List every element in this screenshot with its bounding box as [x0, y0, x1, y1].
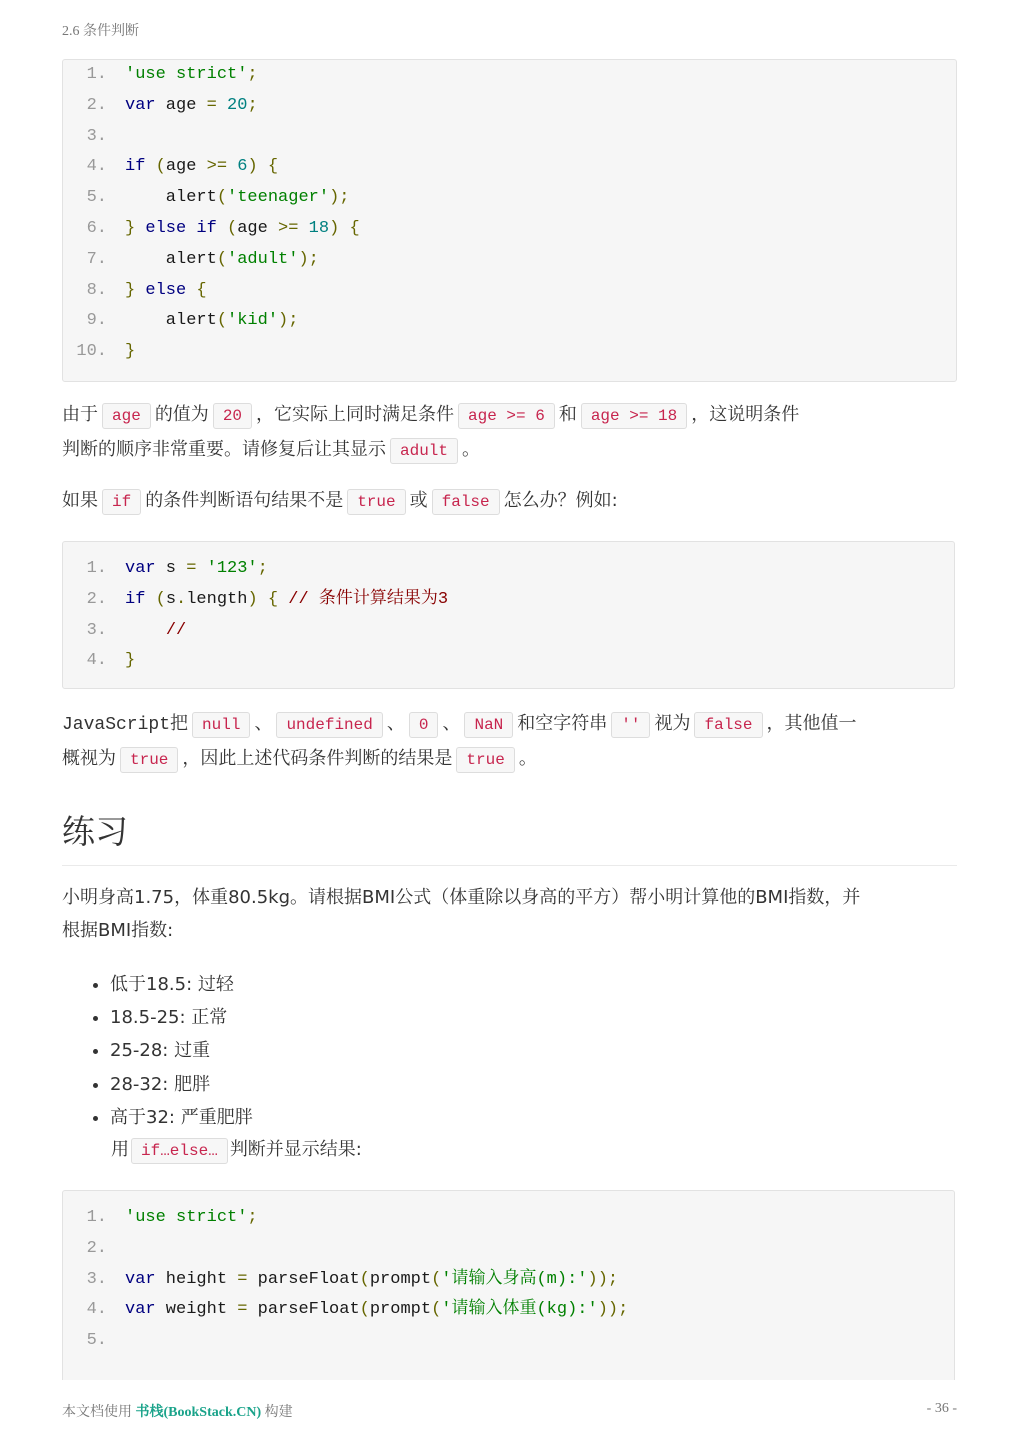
code-block-string-length: [62, 541, 955, 689]
paragraph-if-non-boolean: 如果 if 的条件判断语句结果不是 true 或 false 怎么办？例如:: [62, 484, 957, 519]
code-line: [63, 616, 954, 647]
inline-code: adult: [390, 438, 458, 464]
code-line: [63, 1295, 954, 1326]
code-text: alert('teenager');: [125, 188, 350, 208]
inline-code: if…else…: [131, 1138, 228, 1164]
code-text: var s = '123';: [125, 559, 268, 578]
code-line: [63, 1203, 954, 1234]
code-block-age: [62, 59, 957, 382]
code-text: 'use strict';: [125, 65, 258, 84]
page-footer: [62, 1401, 957, 1421]
code-line: [63, 91, 956, 122]
code-line: [63, 554, 954, 585]
code-text: var weight = parseFloat(prompt('请输入体重(kg):'));: [125, 1300, 629, 1320]
code-line: [63, 337, 956, 368]
line-number: 5.: [86, 1331, 107, 1351]
inline-code: null: [192, 712, 250, 738]
line-number: 9.: [86, 311, 107, 331]
code-line: [63, 1265, 954, 1296]
code-text: }: [125, 342, 136, 362]
code-line: [63, 646, 954, 677]
code-text: if (s.length) { // 条件计算结果为3: [125, 589, 449, 609]
line-number: 4.: [86, 1300, 107, 1320]
line-number: 3.: [86, 1269, 107, 1289]
code-line: [63, 306, 956, 337]
inline-code: true: [347, 489, 405, 515]
code-line: [63, 60, 956, 91]
inline-code: true: [120, 747, 178, 773]
line-number: 1.: [86, 65, 107, 84]
code-line: [63, 214, 956, 245]
code-line: [63, 183, 956, 214]
list-item: • 18.5-25: 正常: [110, 1001, 253, 1034]
line-number: 3.: [86, 620, 107, 640]
line-number: 4.: [86, 651, 107, 671]
inline-code: age >= 6: [458, 403, 555, 429]
code-text: }: [125, 651, 136, 671]
code-text: var height = parseFloat(prompt('请输入身高(m):'));: [125, 1269, 619, 1289]
inline-code: if: [102, 489, 141, 515]
inline-code: NaN: [464, 712, 513, 738]
code-line: [63, 585, 954, 616]
code-text: if (age >= 6) {: [125, 157, 279, 177]
paragraph-bmi-exercise: 小明身高1.75，体重80.5kg。请根据BMI公式（体重除以身高的平方）帮小明计算他的BMI指数，并 根据BMI指数:: [62, 887, 861, 941]
paragraph-condition-order: 由于 age 的值为 20 ，它实际上同时满足条件 age >= 6 和 age >= 18 ，这说明条件 判断的顺序非常重要。请修复后让其显示 adult 。: [62, 398, 957, 468]
inline-code: undefined: [276, 712, 382, 738]
line-number: 3.: [86, 126, 107, 146]
code-text: } else if (age >= 18) {: [125, 218, 360, 238]
page-number: - 36 -: [926, 1401, 957, 1416]
section-heading-exercise: 练习: [62, 806, 957, 866]
code-line: [63, 152, 956, 183]
paragraph-falsy-values: JavaScript把 null 、 undefined 、 0 、 NaN 和空字符串 '' 视为 false ，其他值一 概视为 true ，因此上述代码条件判断的结果是 true 。: [62, 707, 957, 777]
line-number: 2.: [86, 95, 107, 115]
list-item: • 低于18.5: 过轻: [110, 968, 253, 1001]
inline-code: '': [611, 712, 650, 738]
inline-code: age: [102, 403, 151, 429]
inline-code: 0: [409, 712, 439, 738]
line-number: 8.: [86, 280, 107, 300]
code-line: [63, 245, 956, 276]
line-number: 5.: [86, 188, 107, 208]
inline-code: false: [432, 489, 500, 515]
code-line: [63, 276, 956, 307]
inline-code: age >= 18: [581, 403, 687, 429]
line-number: 10.: [76, 342, 107, 362]
line-number: 4.: [86, 157, 107, 177]
list-item: • 高于32: 严重肥胖: [110, 1101, 253, 1134]
paragraph-if-else-hint: 用 if…else… 判断并显示结果:: [111, 1133, 957, 1168]
line-number: 1.: [86, 559, 107, 578]
line-number: 6.: [86, 218, 107, 238]
code-line: [63, 122, 956, 153]
code-text: 'use strict';: [125, 1208, 258, 1227]
line-number: 1.: [86, 1208, 107, 1227]
list-item: • 28-32: 肥胖: [110, 1068, 253, 1101]
bookstack-link[interactable]: 书栈(BookStack.CN): [135, 1405, 262, 1420]
list-item: • 25-28: 过重: [110, 1034, 253, 1067]
code-text: var age = 20;: [125, 95, 258, 115]
inline-code: 20: [213, 403, 252, 429]
footer-credit: 本文档使用 书栈(BookStack.CN) 构建: [62, 1405, 293, 1420]
running-header: 2.6 条件判断: [62, 24, 139, 39]
line-number: 2.: [86, 589, 107, 609]
code-text: //: [165, 620, 187, 640]
bmi-category-list: [62, 968, 253, 1134]
code-text: alert('adult');: [125, 249, 319, 269]
code-line: [63, 1234, 954, 1265]
inline-code: false: [694, 712, 762, 738]
code-text: } else {: [125, 280, 207, 300]
line-number: 7.: [86, 249, 107, 269]
inline-code: true: [456, 747, 514, 773]
code-text: alert('kid');: [125, 311, 299, 331]
code-block-bmi: [62, 1190, 955, 1380]
line-number: 2.: [86, 1238, 107, 1258]
code-line: [63, 1326, 954, 1357]
